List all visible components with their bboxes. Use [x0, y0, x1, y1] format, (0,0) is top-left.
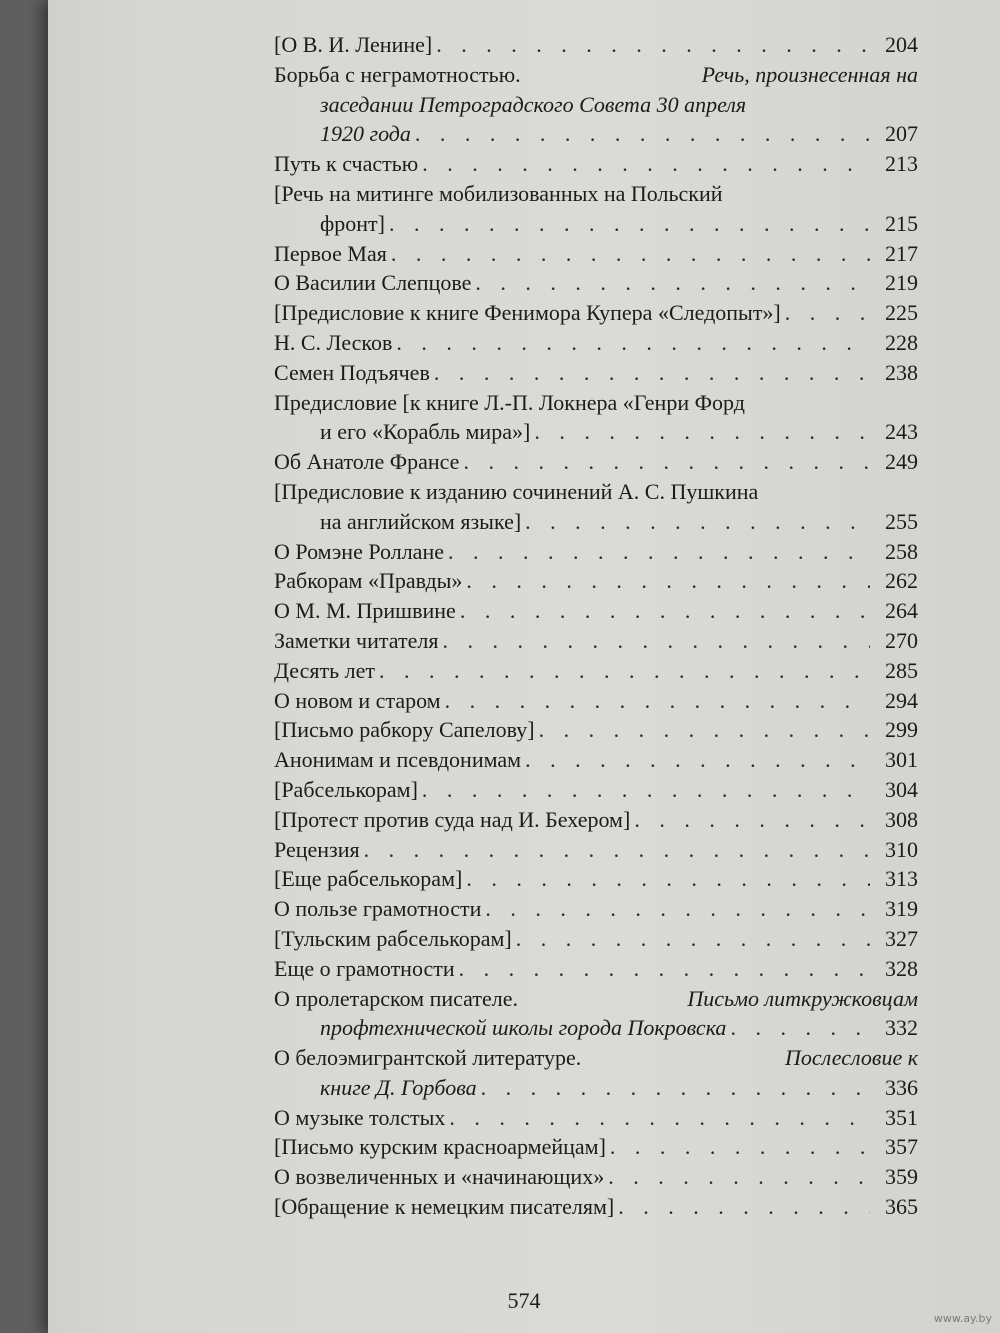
- entry-page: 319: [885, 896, 918, 922]
- entry-page: 313: [885, 866, 918, 892]
- entry-title: О возвеличенных и «начинающих»: [274, 1164, 605, 1190]
- toc-entry: [274, 656, 918, 686]
- entry-page: 285: [885, 657, 918, 683]
- leader-dots: [391, 239, 870, 269]
- entry-page: 207: [885, 121, 918, 147]
- toc-entry: [274, 1043, 918, 1103]
- entry-title: Об Анатоле Франсе: [274, 449, 460, 475]
- toc-entry: [274, 1103, 918, 1133]
- toc-entry: [274, 179, 918, 239]
- entry-title: О музыке толстых: [274, 1104, 446, 1130]
- entry-page: 270: [885, 627, 918, 653]
- book-page: [48, 0, 1000, 1333]
- leader-dots: [516, 924, 870, 954]
- leader-dots: [442, 626, 870, 656]
- toc-entry: [274, 1132, 918, 1162]
- leader-dots: [634, 805, 870, 835]
- toc-entry: [274, 358, 918, 388]
- entry-title: [Протест против суда над И. Бехером]: [274, 806, 631, 832]
- toc-entry: [274, 775, 918, 805]
- toc-entry: [274, 388, 918, 448]
- entry-page: 294: [885, 687, 918, 713]
- entry-title: [Предисловие к книге Фенимора Купера «Следопыт»]: [274, 300, 781, 326]
- toc-entry: [274, 894, 918, 924]
- entry-title: [Письмо рабкору Сапелову]: [274, 717, 535, 743]
- entry-title: Рабкорам «Правды»: [274, 568, 463, 594]
- entry-title: [Предисловие к изданию сочинений А. С. Пушкина: [274, 478, 759, 504]
- entry-title-cont: на английском языке]: [320, 508, 522, 534]
- entry-page: 310: [885, 836, 918, 862]
- toc-entry: [274, 149, 918, 179]
- toc-entry: [274, 924, 918, 954]
- entry-page: 217: [885, 240, 918, 266]
- entry-title: Н. С. Лесков: [274, 329, 393, 355]
- entry-page: 327: [885, 925, 918, 951]
- leader-dots: [415, 119, 870, 149]
- entry-title: Первое Мая: [274, 240, 387, 266]
- toc-entry: [274, 984, 918, 1044]
- toc-entry: [274, 298, 918, 328]
- entry-title: [Еще рабселькорам]: [274, 866, 463, 892]
- entry-page: 213: [885, 151, 918, 177]
- entry-page: 249: [885, 449, 918, 475]
- leader-dots: [730, 1013, 870, 1043]
- leader-dots: [460, 596, 870, 626]
- entry-page: 357: [885, 1134, 918, 1160]
- toc-entry: [274, 864, 918, 894]
- leader-dots: [448, 537, 870, 567]
- toc-entry: [274, 835, 918, 865]
- entry-title: [Обращение к немецким писателям]: [274, 1194, 615, 1220]
- entry-title: Предисловие [к книге Л.-П. Локнера «Генри Форд: [274, 389, 745, 415]
- entry-title: О Василии Слепцове: [274, 270, 472, 296]
- leader-dots: [539, 715, 870, 745]
- toc-entry: [274, 745, 918, 775]
- entry-page: 365: [885, 1194, 918, 1220]
- entry-title-cont: и его «Корабль мира»]: [320, 419, 531, 445]
- toc-entry: [274, 686, 918, 716]
- toc-entry: [274, 477, 918, 537]
- entry-title: [Рабселькорам]: [274, 776, 418, 802]
- entry-page: 336: [885, 1074, 918, 1100]
- entry-page: 359: [885, 1164, 918, 1190]
- leader-dots: [422, 775, 870, 805]
- toc-entry: [274, 805, 918, 835]
- entry-title: Еще о грамотности: [274, 955, 455, 981]
- entry-subtitle: Речь, произнесенная на: [701, 61, 918, 87]
- leader-dots: [466, 864, 870, 894]
- entry-title: [Речь на митинге мобилизованных на Польский: [274, 180, 723, 206]
- entry-title: Путь к счастью: [274, 151, 419, 177]
- entry-page: 228: [885, 329, 918, 355]
- toc-entry: [274, 239, 918, 269]
- toc-entry: [274, 30, 918, 60]
- entry-page: 301: [885, 747, 918, 773]
- toc-entry: [274, 447, 918, 477]
- entry-title: [О В. И. Ленине]: [274, 32, 433, 57]
- entry-page: 219: [885, 270, 918, 296]
- leader-dots: [389, 209, 870, 239]
- leader-dots: [485, 894, 870, 924]
- entry-page: 264: [885, 598, 918, 624]
- leader-dots: [434, 358, 870, 388]
- entry-subtitle: Письмо литкружковцам: [687, 985, 918, 1011]
- leader-dots: [463, 447, 870, 477]
- toc-entry: [274, 537, 918, 567]
- entry-subtitle: заседании Петроградского Совета 30 апреля: [320, 91, 747, 117]
- leader-dots: [475, 268, 870, 298]
- table-of-contents: [274, 30, 918, 1222]
- entry-page: 299: [885, 717, 918, 743]
- leader-dots: [449, 1103, 870, 1133]
- entry-title: О пользе грамотности: [274, 896, 482, 922]
- leader-dots: [396, 328, 870, 358]
- toc-entry: [274, 626, 918, 656]
- entry-title: Рецензия: [274, 836, 360, 862]
- entry-subtitle: профтехнической школы города Покровска: [320, 1015, 727, 1041]
- entry-title: О белоэмигрантской литературе.: [274, 1045, 582, 1071]
- entry-page: 215: [885, 210, 918, 236]
- entry-subtitle: Послесловие к: [785, 1045, 918, 1071]
- toc-entry: [274, 954, 918, 984]
- toc-entry: [274, 715, 918, 745]
- entry-page: 243: [885, 419, 918, 445]
- leader-dots: [525, 745, 870, 775]
- entry-page: 262: [885, 568, 918, 594]
- toc-entry: [274, 1192, 918, 1222]
- entry-title: [Письмо курским красноармейцам]: [274, 1134, 606, 1160]
- leader-dots: [436, 30, 870, 60]
- entry-title: Анонимам и псевдонимам: [274, 747, 522, 773]
- entry-subtitle: 1920 года: [320, 121, 411, 147]
- entry-page: 225: [885, 300, 918, 326]
- leader-dots: [466, 566, 870, 596]
- entry-title: О новом и старом: [274, 687, 441, 713]
- toc-entry: [274, 1162, 918, 1192]
- leader-dots: [379, 656, 870, 686]
- entry-page: 255: [885, 508, 918, 534]
- entry-title: О пролетарском писателе.: [274, 985, 518, 1011]
- leader-dots: [610, 1132, 870, 1162]
- entry-page: 304: [885, 776, 918, 802]
- leader-dots: [422, 149, 870, 179]
- entry-title: О М. М. Пришвине: [274, 598, 456, 624]
- entry-title: [Тульским рабселькорам]: [274, 925, 512, 951]
- leader-dots: [364, 835, 870, 865]
- entry-page: 238: [885, 359, 918, 385]
- entry-page: 328: [885, 955, 918, 981]
- entry-title: О Ромэне Роллане: [274, 538, 444, 564]
- toc-entry: [274, 60, 918, 149]
- entry-title: Заметки читателя: [274, 627, 439, 653]
- entry-subtitle: книге Д. Горбова: [320, 1074, 477, 1100]
- leader-dots: [481, 1073, 870, 1103]
- entry-title: Семен Подъячев: [274, 359, 430, 385]
- entry-page: 204: [885, 32, 918, 57]
- entry-page: 332: [885, 1015, 918, 1041]
- leader-dots: [459, 954, 870, 984]
- entry-page: 308: [885, 806, 918, 832]
- entry-title-cont: фронт]: [320, 210, 385, 236]
- entry-title: Десять лет: [274, 657, 375, 683]
- leader-dots: [618, 1192, 870, 1222]
- toc-entry: [274, 268, 918, 298]
- leader-dots: [445, 686, 870, 716]
- watermark: www.ay.by: [933, 1312, 992, 1325]
- leader-dots: [534, 417, 870, 447]
- leader-dots: [525, 507, 870, 537]
- leader-dots: [608, 1162, 870, 1192]
- page-number: 574: [507, 1288, 541, 1313]
- entry-page: 258: [885, 538, 918, 564]
- entry-title: Борьба с неграмотностью.: [274, 61, 521, 87]
- entry-page: 351: [885, 1104, 918, 1130]
- toc-entry: [274, 566, 918, 596]
- leader-dots: [785, 298, 870, 328]
- toc-entry: [274, 328, 918, 358]
- toc-entry: [274, 596, 918, 626]
